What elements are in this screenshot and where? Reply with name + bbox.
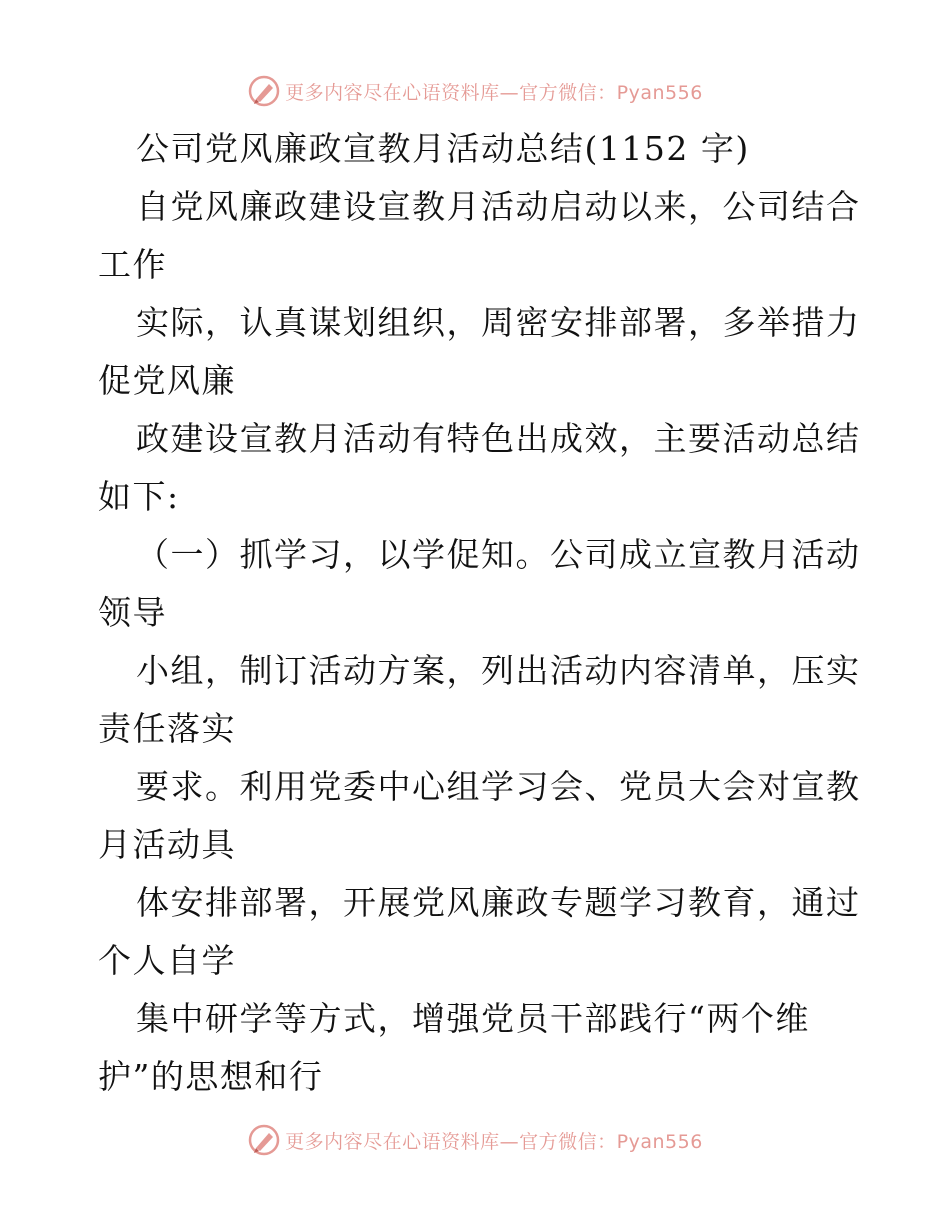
text-line: 工作 bbox=[98, 245, 167, 284]
text-line: 实际，认真谋划组织，周密安排部署，多举措力 bbox=[136, 303, 861, 342]
text-line: 体安排部署，开展党风廉政专题学习教育，通过 bbox=[136, 883, 861, 922]
document-body bbox=[98, 120, 861, 1106]
text-line: 公司党风廉政宣教月活动总结(1152 字) bbox=[136, 129, 750, 168]
text-line: 集中研学等方式，增强党员干部践行“两个维 bbox=[136, 999, 810, 1038]
text-line: （一）抓学习，以学促知。公司成立宣教月活动 bbox=[136, 535, 861, 574]
text-line: 领导 bbox=[98, 593, 167, 632]
watermark-text: 更多内容尽在心语资料库—官方微信：Pyan556 bbox=[285, 1130, 703, 1153]
text-line: 月活动具 bbox=[98, 825, 236, 864]
pen-logo-icon bbox=[247, 74, 281, 108]
pen-logo-icon bbox=[247, 1123, 281, 1157]
text-line: 如下: bbox=[98, 477, 180, 516]
text-line: 促党风廉 bbox=[98, 361, 236, 400]
text-line: 小组，制订活动方案，列出活动内容清单，压实 bbox=[136, 651, 861, 690]
footer-watermark bbox=[0, 1120, 950, 1160]
watermark-text: 更多内容尽在心语资料库—官方微信：Pyan556 bbox=[285, 81, 703, 104]
text-line: 自党风廉政建设宣教月活动启动以来，公司结合 bbox=[136, 187, 861, 226]
text-line: 责任落实 bbox=[98, 709, 236, 748]
text-line: 政建设宣教月活动有特色出成效，主要活动总结 bbox=[136, 419, 861, 458]
text-line: 要求。利用党委中心组学习会、党员大会对宣教 bbox=[136, 767, 861, 806]
text-line: 护”的思想和行 bbox=[98, 1057, 324, 1096]
text-line: 个人自学 bbox=[98, 941, 236, 980]
header-watermark bbox=[0, 71, 950, 111]
